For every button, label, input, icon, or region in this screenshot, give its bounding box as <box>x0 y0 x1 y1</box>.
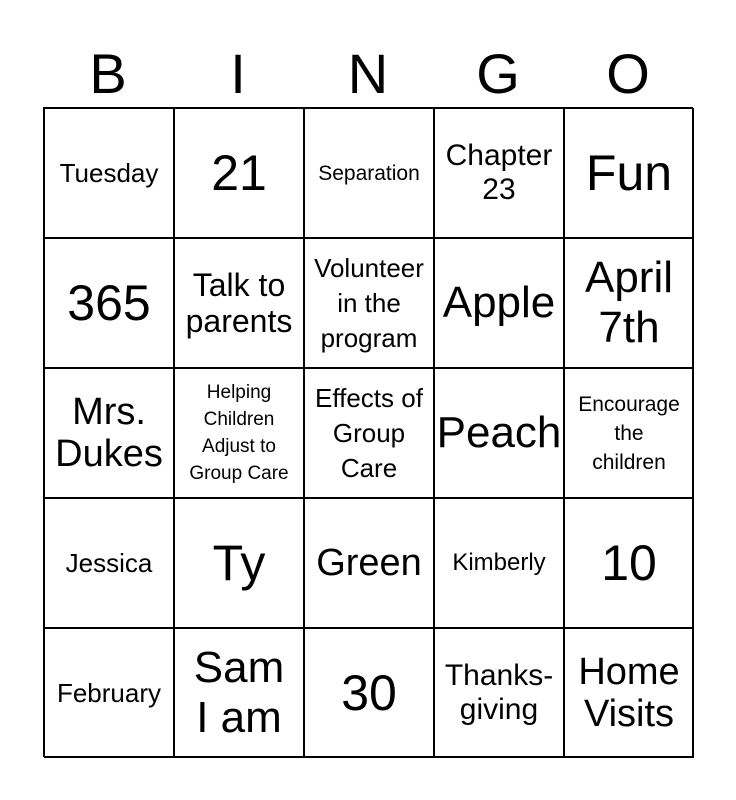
header-letter-i: I <box>230 42 246 105</box>
bingo-cell[interactable] <box>174 238 304 368</box>
bingo-cell[interactable] <box>174 108 304 238</box>
cell-text: Volunteer in the program <box>314 252 424 353</box>
bingo-cell[interactable] <box>44 498 174 628</box>
bingo-cell[interactable] <box>434 498 564 628</box>
bingo-board <box>43 107 693 757</box>
bingo-cell[interactable] <box>44 108 174 238</box>
bingo-cell[interactable] <box>434 238 564 368</box>
cell-text: Fun <box>585 145 673 201</box>
cell-text: Thanks- giving <box>444 659 554 726</box>
bingo-cell[interactable] <box>174 498 304 628</box>
cell-text: Jessica <box>65 547 153 578</box>
bingo-cell[interactable] <box>564 368 694 498</box>
cell-text: Peach <box>436 408 562 457</box>
bingo-cell[interactable] <box>44 628 174 758</box>
bingo-cell[interactable] <box>174 368 304 498</box>
bingo-header <box>43 40 693 108</box>
bingo-cell[interactable] <box>304 498 434 628</box>
cell-text: Kimberly <box>452 549 546 576</box>
cell-text: Green <box>316 542 422 584</box>
bingo-cell[interactable] <box>304 108 434 238</box>
cell-text: Chapter 23 <box>445 139 553 206</box>
bingo-cell[interactable] <box>564 628 694 758</box>
bingo-cell[interactable] <box>434 628 564 758</box>
cell-text: Mrs. Dukes <box>55 391 163 475</box>
bingo-cell[interactable] <box>304 368 434 498</box>
bingo-cell[interactable] <box>564 108 694 238</box>
bingo-cell[interactable] <box>564 238 694 368</box>
header-letter-g: G <box>476 42 520 105</box>
header-letter-o: O <box>606 42 650 105</box>
cell-text: 30 <box>341 665 397 721</box>
cell-text: 21 <box>211 145 267 201</box>
cell-text: Effects of Group Care <box>315 382 423 483</box>
header-letter-n: N <box>347 42 389 105</box>
cell-text: Talk to parents <box>185 267 293 339</box>
cell-text: Encourage the children <box>578 392 680 474</box>
cell-text: Home Visits <box>578 651 680 735</box>
cell-text: Tuesday <box>59 157 159 188</box>
header-letter-b: B <box>89 42 127 105</box>
cell-text: February <box>56 677 162 708</box>
bingo-cell[interactable] <box>434 368 564 498</box>
cell-text: 365 <box>67 275 151 331</box>
cell-text: Helping Children Adjust to Group Care <box>189 382 289 484</box>
cell-text: Apple <box>442 278 556 327</box>
bingo-cell[interactable] <box>564 498 694 628</box>
cell-text: 10 <box>601 535 657 591</box>
bingo-cell[interactable] <box>174 628 304 758</box>
bingo-cell[interactable] <box>304 238 434 368</box>
bingo-cell[interactable] <box>304 628 434 758</box>
cell-text: Separation <box>318 161 420 185</box>
bingo-cell[interactable] <box>44 238 174 368</box>
cell-text: April 7th <box>584 253 674 352</box>
cell-text: Ty <box>212 535 266 591</box>
cell-text: Sam I am <box>193 643 285 742</box>
bingo-cell[interactable] <box>434 108 564 238</box>
bingo-cell[interactable] <box>44 368 174 498</box>
